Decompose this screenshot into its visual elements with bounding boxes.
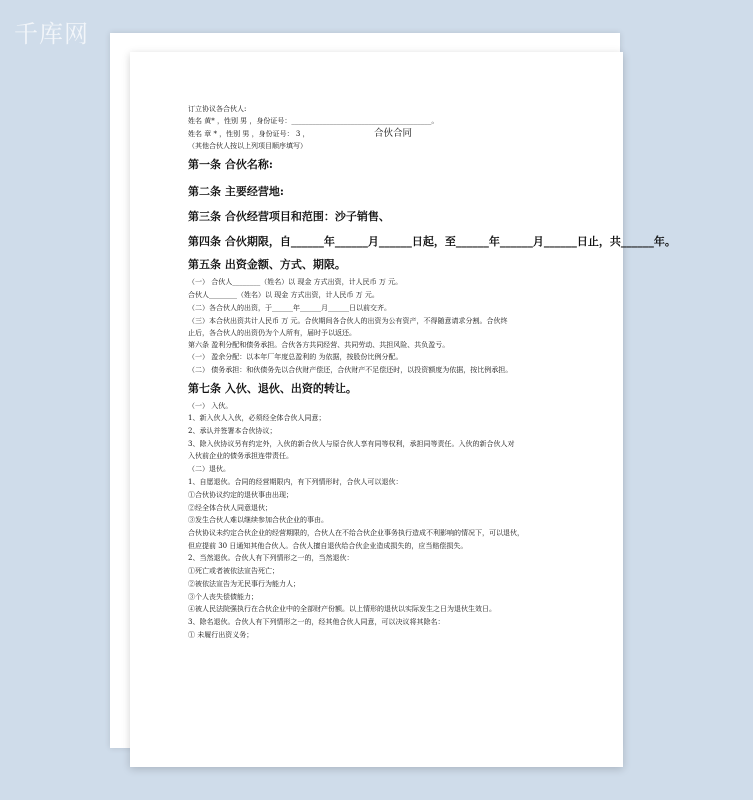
document-line: 订立协议各合伙人: (188, 105, 247, 113)
document-line: （二）各合伙人的出资，于______年______月______日以前交齐。 (188, 304, 391, 312)
document-line: ①死亡或者被依法宣告死亡； (188, 567, 279, 575)
document-line: ③个人丧失偿债能力； (188, 593, 258, 601)
document-line: （一） 盈余分配：以本年厂年度总盈利的 为依据，按股份比例分配。 (188, 353, 403, 361)
document-line: （一） 入伙。 (188, 402, 233, 410)
watermark: 千库网 (14, 21, 89, 48)
document-line: （一） 合伙人________（姓名）以 现金 方式出资，计人民币 万 元。 (188, 278, 403, 286)
document-page (130, 52, 676, 767)
document-line: ②经全体合伙人同意退伙； (188, 504, 272, 512)
document-line: 3、除入伙协议另有约定外，入伙的新合伙人与原合伙人享有同等权利，承担同等责任。入伙的新合伙人对 (188, 440, 515, 448)
section-heading: 第三条 合伙经营项目和范围：沙子销售、 (188, 210, 390, 223)
section-heading: 第四条 合伙期限，自______年______月______日起，至______年______月______日止，共______年。 (188, 235, 676, 248)
document-line: 1、新入伙人入伙，必须经全体合伙人同意； (188, 414, 326, 422)
document-line: （二）退伙。 (188, 465, 230, 473)
document-line: 止后，各合伙人的出资仍为个人所有，届时予以返还。 (188, 329, 356, 337)
document-line: 1、自愿退伙。合同的经营期限内，有下列情形时，合伙人可以退伙： (188, 478, 403, 486)
document-line: 2、当然退伙。合伙人有下列情形之一的，当然退伙： (188, 554, 354, 562)
document-line: ②被依法宣告为无民事行为能力人； (188, 580, 300, 588)
document-line: 3、除名退伙。合伙人有下列情形之一的，经其他合伙人同意，可以决议将其除名： (188, 618, 445, 626)
document-line: 2、承认并签署本合伙协议； (188, 427, 277, 435)
document-line: ④被人民法院强执行在合伙企业中的全部财产份额。以上情形的退伙以实际发生之日为退伙生效日。 (188, 605, 496, 613)
document-title: 合伙合同 (373, 128, 412, 139)
document-line: 入伙前企业的债务承担连带责任。 (188, 452, 293, 460)
document-line: 姓名 黄* ，性别 男 ，身份证号：________________________________________。 (188, 117, 439, 125)
document-line: 姓名 章 * ，性别 男 ，身份证号： 3 ， (188, 130, 310, 138)
document-line: ① 未履行出资义务； (188, 631, 254, 639)
document-line: （其他合伙人按以上列项目顺序填写） (188, 142, 307, 150)
document-line: 第六条 盈利分配和债务承担。合伙各方共同经营、共同劳动、共担风险、共负盈亏。 (188, 341, 450, 349)
document-line: 但应提前 30 日通知其他合伙人。合伙人擅自退伙给合伙企业造成损失的，应当赔偿损失。 (188, 542, 468, 550)
section-heading: 第五条 出资金额、方式、期限。 (188, 258, 346, 271)
section-heading: 第七条 入伙、退伙、出资的转让。 (188, 382, 357, 395)
document-line: 合伙人________（姓名）以 现金 方式出资，计人民币 万 元。 (188, 291, 379, 299)
document-line: （三）本合伙出资共计人民币 万 元。合伙期间各合伙人的出资为公有资产，不得随意请求分割。合伙终 (188, 317, 508, 325)
document-line: 合伙协议未约定合伙企业的经营期限的，合伙人在不给合伙企业事务执行造成不利影响的情况下，可以退伙， (188, 529, 524, 537)
document-line: ③发生合伙人难以继续参加合伙企业的事由。 (188, 516, 328, 524)
document-line: （二） 债务承担：和伙债务先以合伙财产偿还，合伙财产不足偿还时，以投资额度为依据，按比例承担。 (188, 366, 513, 374)
section-heading: 第二条 主要经营地: (188, 185, 284, 198)
section-heading: 第一条 合伙名称: (188, 158, 273, 171)
document-line: ①合伙协议约定的退伙事由出现； (188, 491, 293, 499)
